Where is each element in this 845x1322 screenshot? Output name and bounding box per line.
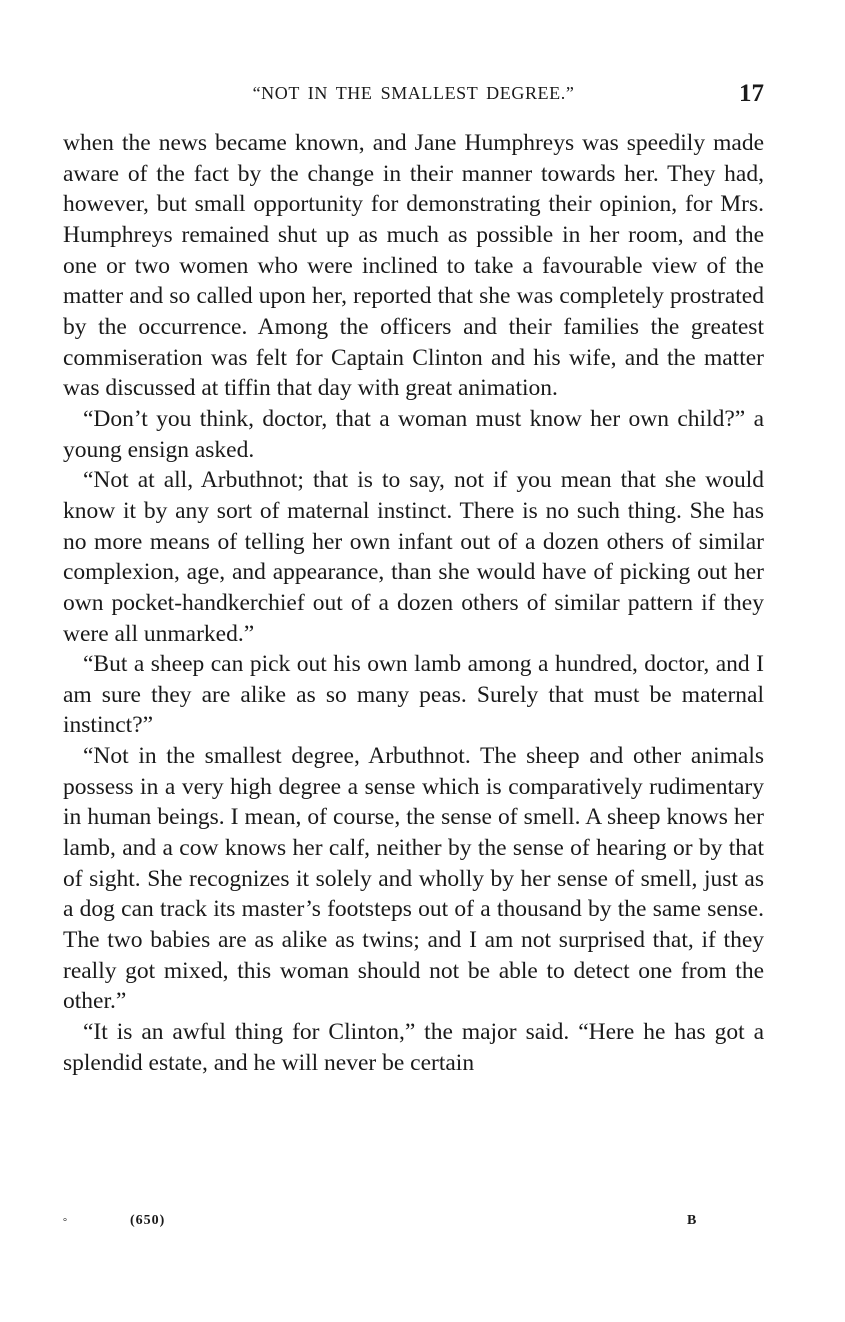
page-footer	[63, 1213, 764, 1235]
paragraph: “Not in the smallest degree, Arbuthnot. The sheep and other animals possess in a very high degree a sense which is comparatively rudimentary in human beings. I mean, of course, the sense of smell. A sheep knows her lamb, and a cow knows her calf, neither by the sense of hearing or by that of sight. She recognizes it solely and wholly by her sense of smell, just as a dog can track its master’s footsteps out of a thousand by the same sense. The two babies are as alike as twins; and I am not surprised that, if they really got mixed, this woman should not be able to detect one from the other.”	[63, 743, 764, 1015]
running-header	[63, 80, 764, 110]
paragraph: “It is an awful thing for Clinton,” the major said. “Here he has got a splendid estate, and he will never be certain	[63, 1019, 764, 1076]
body-text	[63, 128, 764, 1078]
signature-letter: B	[687, 1213, 697, 1228]
paragraph: “But a sheep can pick out his own lamb among a hundred, doctor, and I am sure they are alike as so many peas. Surely that must be maternal instinct?”	[63, 651, 764, 739]
paragraph: “Don’t you think, doctor, that a woman must know her own child?” a young ensign asked.	[63, 405, 764, 463]
paragraph: “Not at all, Arbuthnot; that is to say, not if you mean that she would know it by any sort of maternal instinct. There is no such thing. She has no more means of telling her own infant out of a dozen others of similar complexion, age, and appearance, than she would have of picking out her own pocket-handkerchief out of a dozen others of similar pattern if they were all unmarked.”	[63, 467, 764, 647]
batch-number: (650)	[130, 1213, 166, 1228]
page-number: 17	[739, 80, 764, 107]
paragraph: when the news became known, and Jane Humphreys was speedily made aware of the fact by the change in their manner towards her. They had, however, but small opportunity for demonstrating their opinion, for Mrs. Humphreys remained shut up as much as possible in her room, and the one or two women who were inclined to take a favourable view of the matter and so called upon her, reported that she was completely prostrated by the occurrence. Among the officers and their families the greatest commiseration was felt for Captain Clinton and his wife, and the matter was discussed at tiffin that day with great animation.	[63, 130, 764, 402]
running-title: “NOT IN THE SMALLEST DEGREE.”	[252, 83, 575, 103]
printer-mark: °	[63, 1217, 67, 1228]
